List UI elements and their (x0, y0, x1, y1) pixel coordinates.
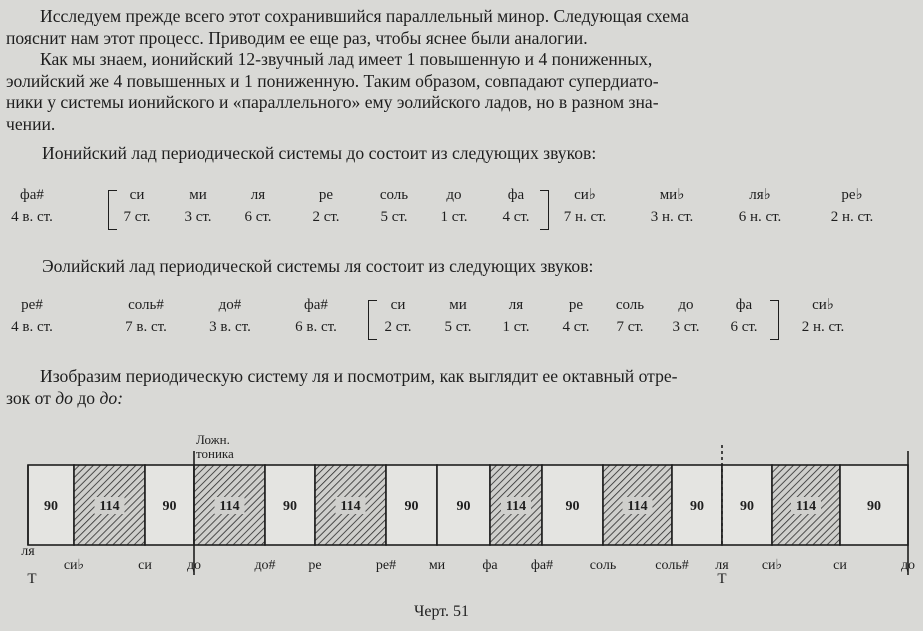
note: фа# (304, 297, 328, 313)
scale-cell (172, 184, 224, 228)
interval-value: 90 (44, 499, 58, 514)
note: до (446, 187, 462, 203)
octave-diagram-svg (0, 445, 923, 585)
note: си♭ (574, 187, 596, 203)
note-label: си♭ (761, 558, 783, 573)
scale-cell (110, 294, 182, 338)
ionian-scale (0, 184, 923, 244)
tonic-mark: Т (27, 571, 37, 585)
bracket-right (540, 190, 549, 230)
interval-value: 114 (219, 499, 240, 514)
degree: 6 ст. (244, 209, 272, 225)
interval-value: 90 (565, 499, 580, 514)
note-label: до (900, 558, 916, 573)
interval-value: 90 (162, 499, 177, 514)
note: ре (568, 297, 584, 313)
interval-value: 90 (456, 499, 471, 514)
octave-diagram (0, 432, 923, 585)
degree: 5 ст. (380, 209, 408, 225)
scale-cell (232, 184, 284, 228)
degree: 2 н. ст. (801, 319, 845, 335)
text-line: пояснит нам этот процесс. Приводим ее еще раз, чтобы яснее были аналогии. (6, 27, 588, 48)
paragraph-modes (6, 49, 914, 135)
interval-value: 90 (283, 499, 297, 514)
note: до (678, 297, 694, 313)
degree: 3 ст. (672, 319, 700, 335)
text-line: чении. (6, 113, 56, 134)
degree: 7 в. ст. (125, 319, 167, 335)
degree: 1 ст. (440, 209, 468, 225)
note: фа# (20, 187, 44, 203)
false-tonic-label (196, 433, 234, 461)
note: соль# (128, 297, 164, 313)
degree: 2 ст. (312, 209, 340, 225)
scale-cell (2, 294, 62, 338)
note: соль (379, 187, 409, 203)
note: си (390, 297, 406, 313)
degree: 6 н. ст. (738, 209, 782, 225)
note: ми (449, 297, 467, 313)
false-tonic-line: тоника (196, 446, 234, 461)
scale-cell (2, 184, 62, 228)
scale-cell (432, 294, 484, 338)
note-label: си (833, 558, 847, 573)
note-label: ми (428, 558, 446, 573)
note-label: фа (482, 558, 498, 573)
degree: 5 ст. (444, 319, 472, 335)
scale-cell (782, 294, 864, 338)
note-label: ля (21, 544, 35, 559)
note-label: фа# (530, 558, 554, 573)
note-label: ре# (375, 558, 397, 573)
degree: 2 ст. (384, 319, 412, 335)
scale-cell (300, 184, 352, 228)
interval-value: 114 (340, 499, 361, 514)
degree: 2 н. ст. (830, 209, 874, 225)
note: ре♭ (841, 187, 863, 203)
ionian-heading: Ионийский лад периодической системы до состоит из следующих звуков: (42, 143, 597, 163)
paragraph-intro (6, 6, 914, 49)
note-label: си♭ (63, 558, 85, 573)
text-line: Как мы знаем, ионийский 12-звучный лад имеет 1 повышенную и 4 пониженных, (40, 49, 653, 69)
note-label: ля (715, 558, 729, 573)
scale-cell (490, 184, 542, 228)
degree: 4 ст. (562, 319, 590, 335)
aeolian-heading: Эолийский лад периодической системы ля состоит из следующих звуков: (42, 256, 594, 276)
note: си♭ (812, 297, 834, 313)
degree: 7 ст. (616, 319, 644, 335)
interval-value: 90 (404, 499, 419, 514)
note: до# (218, 297, 242, 313)
scale-cell (660, 294, 712, 338)
note-label: си (138, 558, 152, 573)
degree: 7 ст. (123, 209, 151, 225)
text-line: ники у системы ионийского и «параллельного» ему эолийского ладов, но в разном зна- (6, 92, 659, 112)
note-label: до# (254, 558, 276, 573)
degree: 6 в. ст. (295, 319, 337, 335)
scale-cell (372, 294, 424, 338)
degree: 4 ст. (502, 209, 530, 225)
degree: 4 в. ст. (11, 209, 53, 225)
text-fragment: зок от (6, 387, 51, 408)
text-line: Изобразим периодическую систему ля и посмотрим, как выглядит ее октавный отре- (40, 366, 678, 386)
interval-value: 90 (690, 499, 704, 514)
caption-text: Черт. 51 (413, 603, 470, 620)
scale-cell (490, 294, 542, 338)
text-line: Исследуем прежде всего этот сохранившийся параллельный минор. Следующая схема (40, 6, 689, 26)
interval-value: 90 (740, 499, 754, 514)
interval-value: 114 (99, 499, 120, 514)
scale-cell (280, 294, 352, 338)
degree: 4 в. ст. (11, 319, 53, 335)
scale-cell (428, 184, 480, 228)
note: соль (615, 297, 645, 313)
text-line (6, 388, 914, 410)
scale-cell (194, 294, 266, 338)
interval-value: 90 (867, 499, 881, 514)
note-label: соль (589, 558, 617, 573)
scale-cell (364, 184, 424, 228)
scale-cell (550, 294, 602, 338)
scale-cell (112, 184, 162, 228)
note: ре (318, 187, 334, 203)
degree: 3 в. ст. (209, 319, 251, 335)
figure-caption (0, 603, 923, 621)
note: ре# (21, 297, 43, 313)
aeolian-scale (0, 294, 923, 354)
note-label: соль# (655, 558, 689, 573)
text-line: эолийский же 4 повышенных и 1 пониженную. Таким образом, совпадают супердиато- (6, 70, 659, 91)
paragraph-octave (6, 366, 914, 409)
scale-cell (552, 184, 618, 228)
text-fragment: до: (99, 387, 124, 408)
tonic-mark: Т (717, 571, 727, 585)
degree: 7 н. ст. (563, 209, 607, 225)
scale-cell (636, 184, 708, 228)
interval-value: 114 (795, 499, 817, 514)
text-fragment: до (77, 387, 96, 408)
note-label: ре (308, 558, 322, 573)
note: фа (507, 187, 525, 203)
scale-cell (724, 184, 796, 228)
scale-cell (600, 294, 660, 338)
note: ми (189, 187, 207, 203)
degree: 3 ст. (184, 209, 212, 225)
note: ля♭ (749, 187, 771, 203)
interval-value: 114 (505, 499, 527, 514)
false-tonic-line: Ложн. (196, 432, 230, 447)
degree: 3 н. ст. (650, 209, 694, 225)
text-fragment: до (55, 387, 73, 408)
note: ля (508, 297, 524, 313)
degree: 1 ст. (502, 319, 530, 335)
note-label: до (186, 558, 202, 573)
degree: 6 ст. (730, 319, 758, 335)
note: ми♭ (659, 187, 685, 203)
scale-cell (716, 294, 772, 338)
interval-value: 114 (627, 499, 648, 514)
note: фа (735, 297, 753, 313)
scale-cell (812, 184, 892, 228)
note: ля (250, 187, 266, 203)
bracket-right (770, 300, 779, 340)
note: си (129, 187, 145, 203)
